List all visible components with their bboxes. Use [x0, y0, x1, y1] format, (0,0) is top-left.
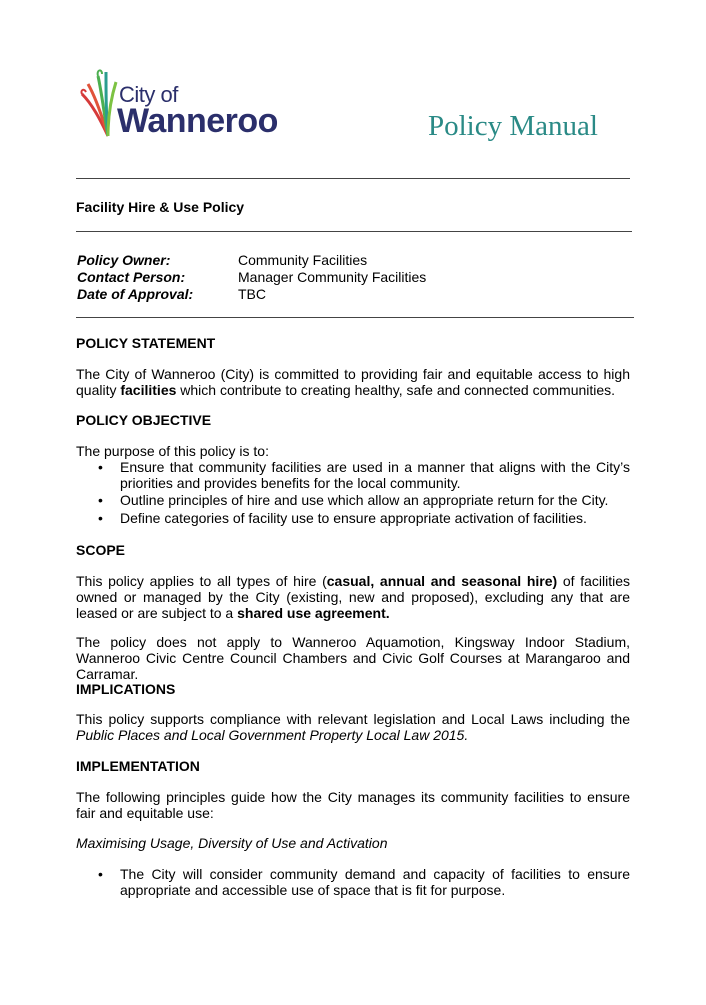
bullet-icon: •: [98, 492, 103, 508]
divider: [76, 231, 632, 232]
objective-list: [96, 459, 630, 526]
text-segment: This policy applies to all types of hire (: [76, 573, 327, 589]
implementation-list: [96, 866, 630, 898]
meta-value: Manager Community Facilities: [238, 269, 427, 285]
text-segment: which contribute to creating healthy, safe and connected communities.: [176, 382, 616, 398]
text-bold: facilities: [120, 382, 177, 398]
scope-paragraph-2: The policy does not apply to Wanneroo Aquamotion, Kingsway Indoor Stadium, Wanneroo Civic Centre Council Chambers and Civic Golf Courses at Marangaroo and Carramar.: [76, 634, 630, 682]
section-heading-implementation: IMPLEMENTATION: [76, 758, 200, 774]
policy-objective-intro: The purpose of this policy is to:: [76, 443, 269, 459]
text-segment: The City of Wanneroo (City) is committed to providing fair and equitable access to high quality: [76, 366, 630, 398]
divider: [76, 178, 630, 179]
policy-statement-text: [76, 366, 630, 398]
section-heading-policy-objective: POLICY OBJECTIVE: [76, 412, 212, 428]
text-segment: of facilities owned or managed by the City (existing, new and proposed), excluding any that are leased or are subject to a: [76, 573, 630, 621]
scope-paragraph-1: [76, 573, 630, 621]
text-segment: This policy supports compliance with relevant legislation and Local Laws including the: [76, 711, 630, 727]
city-of-wanneroo-logo-icon: [78, 64, 120, 138]
implications-text: [76, 711, 630, 743]
section-heading-implications: IMPLICATIONS: [76, 681, 176, 697]
divider: [76, 317, 634, 318]
text-italic: Public Places and Local Government Property Local Law 2015.: [76, 727, 469, 743]
implementation-text: The following principles guide how the City manages its community facilities to ensure fair and equitable use:: [76, 789, 630, 821]
logo-wanneroo: Wanneroo: [117, 102, 278, 140]
text-bold: casual, annual and seasonal hire): [326, 573, 558, 589]
list-item: [96, 866, 630, 898]
meta-value: TBC: [238, 286, 266, 302]
logo-city-of: City of: [119, 82, 178, 107]
text-bold: shared use agreement.: [237, 605, 390, 621]
meta-value: Community Facilities: [238, 252, 368, 268]
list-item-text: Ensure that community facilities are used in a manner that aligns with the City’s priorities and provides benefits for the local community.: [120, 459, 630, 491]
meta-label: Date of Approval:: [77, 286, 194, 302]
meta-label: Contact Person:: [77, 269, 186, 285]
list-item-text: Outline principles of hire and use which allow an appropriate return for the City.: [120, 492, 609, 508]
policy-manual-title: Policy Manual: [428, 110, 598, 142]
list-item: [96, 492, 630, 508]
list-item: [96, 510, 630, 526]
list-item: [96, 459, 630, 491]
bullet-icon: •: [98, 459, 103, 475]
list-item-text: Define categories of facility use to ensure appropriate activation of facilities.: [120, 510, 587, 526]
page-title: Facility Hire & Use Policy: [76, 199, 245, 215]
meta-label: Policy Owner:: [77, 252, 171, 268]
implementation-subheading: Maximising Usage, Diversity of Use and Activation: [76, 835, 388, 851]
bullet-icon: •: [98, 866, 103, 882]
list-item-text: The City will consider community demand and capacity of facilities to ensure appropriate and accessible use of space that is fit for purpose.: [120, 866, 630, 898]
section-heading-scope: SCOPE: [76, 542, 126, 558]
section-heading-policy-statement: POLICY STATEMENT: [76, 335, 216, 351]
bullet-icon: •: [98, 510, 103, 526]
